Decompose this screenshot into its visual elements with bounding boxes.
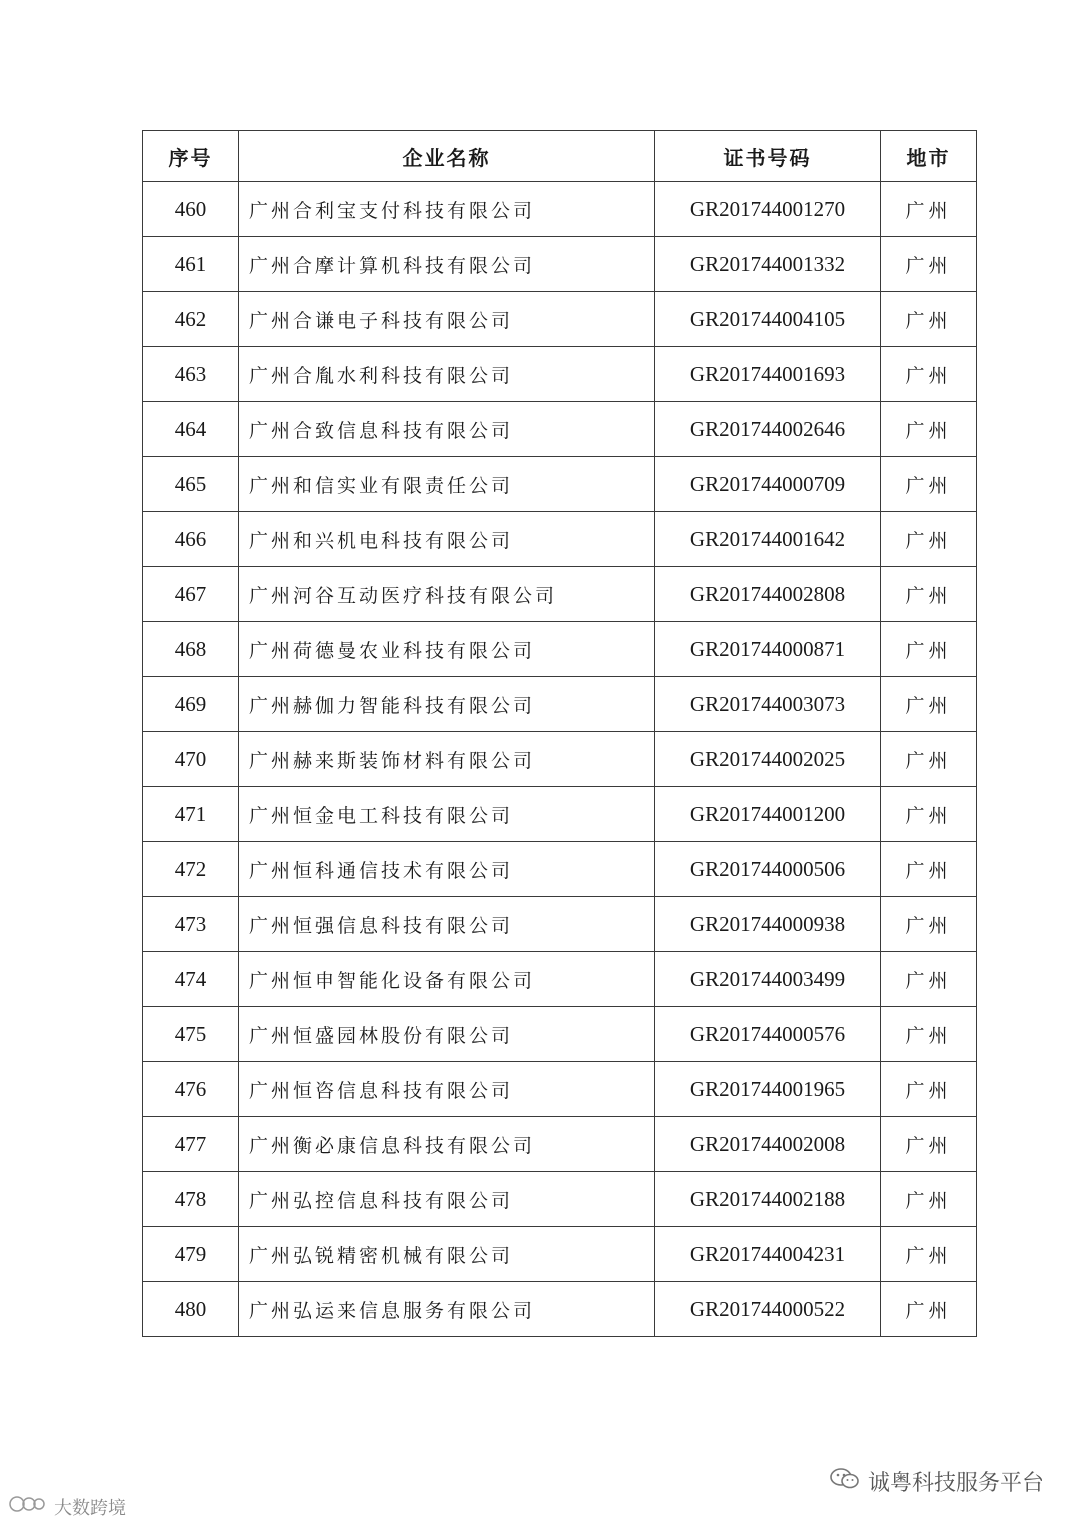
brand-logo-icon [8,1492,48,1521]
table-row [143,1172,977,1227]
city: 广州 [881,402,977,457]
certificate-number: GR201744002025 [655,732,881,787]
certificate-number: GR201744000522 [655,1282,881,1337]
city: 广州 [881,182,977,237]
table-row [143,787,977,842]
table-row [143,732,977,787]
company-name: 广州恒申智能化设备有限公司 [239,952,655,1007]
table-row [143,897,977,952]
header-index: 序号 [143,131,239,182]
row-index: 474 [143,952,239,1007]
city: 广州 [881,1227,977,1282]
wechat-icon [830,1467,860,1497]
row-index: 472 [143,842,239,897]
table-row [143,622,977,677]
row-index: 464 [143,402,239,457]
city: 广州 [881,567,977,622]
row-index: 468 [143,622,239,677]
table-row [143,182,977,237]
city: 广州 [881,1062,977,1117]
company-name: 广州合谦电子科技有限公司 [239,292,655,347]
row-index: 467 [143,567,239,622]
city: 广州 [881,732,977,787]
city: 广州 [881,1007,977,1062]
company-name: 广州河谷互动医疗科技有限公司 [239,567,655,622]
row-index: 460 [143,182,239,237]
certificate-number: GR201744003499 [655,952,881,1007]
city: 广州 [881,347,977,402]
city: 广州 [881,1172,977,1227]
company-name: 广州恒金电工科技有限公司 [239,787,655,842]
certificate-number: GR201744000506 [655,842,881,897]
table-row [143,1007,977,1062]
company-name: 广州恒盛园林股份有限公司 [239,1007,655,1062]
row-index: 473 [143,897,239,952]
certificate-number: GR201744000938 [655,897,881,952]
company-name: 广州合摩计算机科技有限公司 [239,237,655,292]
row-index: 470 [143,732,239,787]
city: 广州 [881,677,977,732]
certificate-number: GR201744001965 [655,1062,881,1117]
table-row [143,1227,977,1282]
certificate-table [142,130,977,1337]
city: 广州 [881,1282,977,1337]
row-index: 478 [143,1172,239,1227]
row-index: 466 [143,512,239,567]
company-name: 广州弘运来信息服务有限公司 [239,1282,655,1337]
table-header-row [143,131,977,182]
row-index: 480 [143,1282,239,1337]
company-name: 广州恒强信息科技有限公司 [239,897,655,952]
certificate-number: GR201744000709 [655,457,881,512]
table-row [143,512,977,567]
row-index: 461 [143,237,239,292]
certificate-number: GR201744004231 [655,1227,881,1282]
company-name: 广州弘锐精密机械有限公司 [239,1227,655,1282]
header-company-name: 企业名称 [239,131,655,182]
certificate-table-container [142,130,976,1337]
company-name: 广州赫伽力智能科技有限公司 [239,677,655,732]
certificate-number: GR201744002808 [655,567,881,622]
table-row [143,567,977,622]
certificate-number: GR201744001642 [655,512,881,567]
table-row [143,1062,977,1117]
row-index: 471 [143,787,239,842]
company-name: 广州荷德曼农业科技有限公司 [239,622,655,677]
company-name: 广州衡必康信息科技有限公司 [239,1117,655,1172]
header-certificate-number: 证书号码 [655,131,881,182]
row-index: 469 [143,677,239,732]
city: 广州 [881,1117,977,1172]
table-row [143,952,977,1007]
table-row [143,292,977,347]
certificate-number: GR201744002646 [655,402,881,457]
row-index: 479 [143,1227,239,1282]
certificate-number: GR201744001332 [655,237,881,292]
table-row [143,237,977,292]
company-name: 广州恒科通信技术有限公司 [239,842,655,897]
certificate-number: GR201744001200 [655,787,881,842]
company-name: 广州合胤水利科技有限公司 [239,347,655,402]
certificate-number: GR201744001270 [655,182,881,237]
company-name: 广州弘控信息科技有限公司 [239,1172,655,1227]
certificate-number: GR201744004105 [655,292,881,347]
certificate-number: GR201744003073 [655,677,881,732]
company-name: 广州合利宝支付科技有限公司 [239,182,655,237]
city: 广州 [881,897,977,952]
certificate-number: GR201744002008 [655,1117,881,1172]
table-row [143,402,977,457]
table-row [143,842,977,897]
city: 广州 [881,512,977,567]
table-row [143,457,977,512]
city: 广州 [881,842,977,897]
row-index: 477 [143,1117,239,1172]
row-index: 476 [143,1062,239,1117]
header-city: 地市 [881,131,977,182]
certificate-number: GR201744000871 [655,622,881,677]
row-index: 463 [143,347,239,402]
city: 广州 [881,292,977,347]
corner-watermark [8,1492,126,1521]
company-name: 广州合致信息科技有限公司 [239,402,655,457]
company-name: 广州和信实业有限责任公司 [239,457,655,512]
table-row [143,1117,977,1172]
city: 广州 [881,952,977,1007]
certificate-number: GR201744000576 [655,1007,881,1062]
company-name: 广州赫来斯装饰材料有限公司 [239,732,655,787]
table-row [143,1282,977,1337]
row-index: 475 [143,1007,239,1062]
wechat-watermark [830,1466,1044,1497]
table-row [143,347,977,402]
table-row [143,677,977,732]
city: 广州 [881,622,977,677]
city: 广州 [881,787,977,842]
company-name: 广州和兴机电科技有限公司 [239,512,655,567]
city: 广州 [881,237,977,292]
corner-watermark-text: 大数跨境 [54,1497,126,1519]
certificate-number: GR201744002188 [655,1172,881,1227]
wechat-account-name: 诚粤科技服务平台 [867,1471,1044,1496]
row-index: 462 [143,292,239,347]
company-name: 广州恒咨信息科技有限公司 [239,1062,655,1117]
certificate-number: GR201744001693 [655,347,881,402]
city: 广州 [881,457,977,512]
row-index: 465 [143,457,239,512]
